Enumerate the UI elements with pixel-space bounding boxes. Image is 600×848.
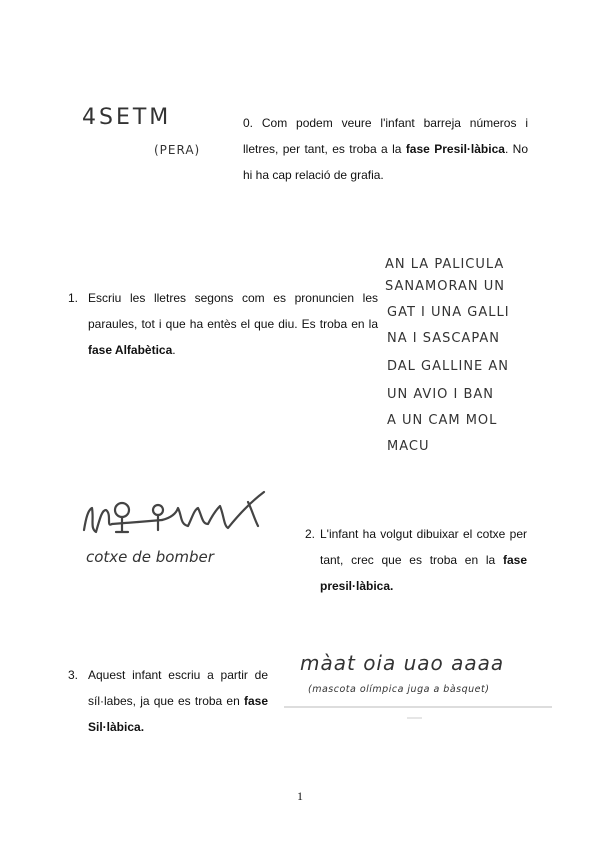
paragraph-text: . No hi ha cap relació de grafia. bbox=[243, 142, 529, 182]
handwritten-word: 4SETM bbox=[82, 105, 172, 130]
list-number: 2. bbox=[305, 527, 316, 541]
paragraph-text: Aquest infant escriu a partir de síl·labes, ja que es troba en bbox=[88, 668, 268, 708]
phase-label: fase Presil·làbica bbox=[405, 142, 505, 156]
handwritten-line: AN LA PALICULA bbox=[385, 257, 505, 272]
paragraph-sample-3 bbox=[88, 662, 268, 740]
handwritten-line: SANAMORAN UN bbox=[385, 279, 505, 294]
list-number: 3. bbox=[68, 668, 79, 682]
handwritten-translation: (PERA) bbox=[154, 143, 201, 157]
handwritten-line: MACU bbox=[387, 439, 430, 454]
handwritten-line: UN AVIO I BAN bbox=[387, 387, 495, 402]
paragraph-sample-0 bbox=[243, 110, 528, 188]
list-number: 1. bbox=[68, 291, 79, 305]
handwritten-line: GAT I UNA GALLI bbox=[387, 305, 510, 320]
phase-label: fase Sil·làbica. bbox=[88, 694, 268, 734]
phase-label: fase presil·làbica. bbox=[320, 553, 527, 593]
handwriting-sample-1 bbox=[385, 248, 545, 458]
handwritten-line: A UN CAM MOL bbox=[387, 413, 498, 428]
handwritten-translation: (mascota olímpica juga a bàsquet) bbox=[308, 684, 490, 695]
handwritten-line: NA I SASCAPAN bbox=[387, 331, 500, 346]
handwriting-sample-3 bbox=[282, 640, 557, 725]
phase-label: fase Alfabètica bbox=[88, 343, 173, 357]
paragraph-text: Escriu les lletres segons com es pronuncien les paraules, tot i que ha entès el que diu. Es troba en la bbox=[88, 291, 378, 331]
handwriting-sample-0 bbox=[80, 100, 220, 160]
paragraph-sample-2 bbox=[320, 521, 527, 599]
handwritten-line: màat oia uao aaaa bbox=[300, 651, 505, 675]
handwriting-sample-2 bbox=[78, 488, 288, 573]
page-number: 1 bbox=[297, 789, 303, 803]
paragraph-sample-1 bbox=[88, 285, 378, 363]
handwritten-line: DAL GALLINE AN bbox=[387, 359, 510, 374]
paragraph-text: 0. Com podem veure l'infant barreja números i lletres, per tant, es troba a la bbox=[243, 116, 528, 156]
paragraph-text: L'infant ha volgut dibuixar el cotxe per tant, crec que es troba en la bbox=[320, 527, 527, 567]
car-drawing bbox=[84, 492, 264, 532]
paragraph-text: . bbox=[172, 343, 176, 357]
handwritten-caption: cotxe de bomber bbox=[86, 548, 214, 566]
